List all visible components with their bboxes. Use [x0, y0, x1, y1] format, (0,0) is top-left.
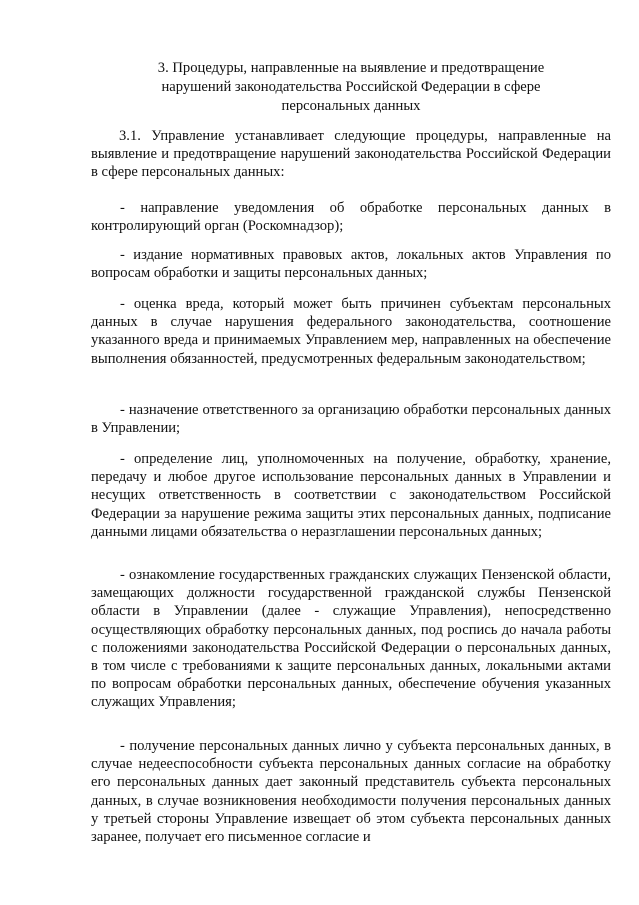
list-item-data-collection: - получение персональных данных лично у субъекта персональных данных, в случае недееспособности субъекта персональных данных согласие на обработку его персональных данных дает законный представитель субъекта персональных данных, в случае возникновения необходимости получения персональных данных у третьей стороны Управление извещает об этом субъекта персональных данных заранее, получает его письменное согласие и	[91, 738, 611, 846]
section-heading-line: нарушений законодательства Российской Федерации в сфере	[161, 78, 541, 95]
list-item-legal-acts: - издание нормативных правовых актов, локальных актов Управления по вопросам обработки и защиты персональных данных;	[91, 247, 611, 282]
list-item-harm-assessment: - оценка вреда, который может быть причинен субъектам персональных данных в случае нарушения федерального законодательства, соотношение указанного вреда и принимаемых Управлением мер, направленных на обеспечение выполнения обязанностей, предусмотренных федеральным законодательством;	[91, 296, 611, 367]
list-item-authorized-persons: - определение лиц, уполномоченных на получение, обработку, хранение, передачу и любое другое использование персональных данных в Управлении и несущих ответственность в соответствии с законодательством Российской Федерации за нарушение режима защиты этих персональных данных, подписание данными лицами обязательства о неразглашении персональных данных;	[91, 451, 611, 540]
section-heading-line: персональных данных	[281, 97, 421, 114]
list-item-responsible-person: - назначение ответственного за организацию обработки персональных данных в Управлении;	[91, 402, 611, 437]
section-heading-line: 3. Процедуры, направленные на выявление и предотвращение	[157, 60, 545, 76]
list-item-staff-familiarization: - ознакомление государственных гражданских служащих Пензенской области, замещающих должности государственной гражданской службы Пензенской области в Управлении (далее - служащие Управления), непосредственно осуществляющих обработку персональных данных, под роспись до начала работы с положениями законодательства Российской Федерации о персональных данных, в том числе с требованиями к защите персональных данных, локальными актами по вопросам обработки персональных данных, обеспечение обучения указанных служащих Управления;	[91, 567, 611, 711]
paragraph-3-1: 3.1. Управление устанавливает следующие процедуры, направленные на выявление и предотвращение нарушений законодательства Российской Федерации в сфере персональных данных:	[91, 128, 611, 181]
list-item-notification: - направление уведомления об обработке персональных данных в контролирующий орган (Роскомнадзор);	[91, 200, 611, 235]
section-heading	[91, 59, 611, 115]
